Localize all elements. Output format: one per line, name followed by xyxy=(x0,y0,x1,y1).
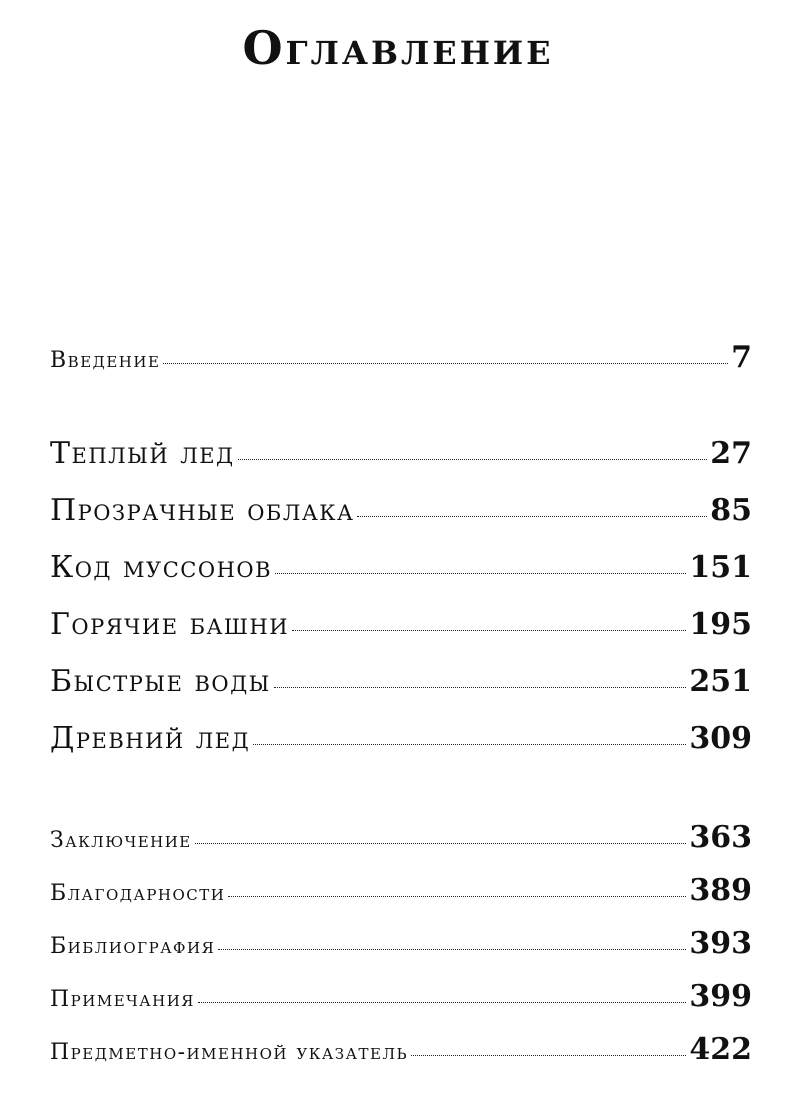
toc-entry-label: Быстрые воды xyxy=(50,664,271,699)
toc-entry-page: 393 xyxy=(689,926,752,961)
dot-leader xyxy=(411,1055,686,1056)
toc-entry-label: Библиография xyxy=(50,934,216,959)
dot-leader xyxy=(275,573,686,574)
toc-entry-page: 27 xyxy=(710,436,752,471)
toc-entry-label: Введение xyxy=(50,348,161,373)
dot-leader xyxy=(163,363,728,364)
page-title: Оглавление xyxy=(242,21,554,75)
dot-leader xyxy=(292,630,686,631)
toc-entry-page: 251 xyxy=(689,664,752,699)
toc-entry-page: 399 xyxy=(689,979,752,1014)
toc-entry-label: Предметно-именной указатель xyxy=(50,1040,409,1065)
toc-entry-label: Код муссонов xyxy=(50,550,273,585)
toc-entry-chapter-3[interactable] xyxy=(50,550,752,585)
toc-entry-page: 195 xyxy=(689,607,752,642)
dot-leader xyxy=(274,687,687,688)
dot-leader xyxy=(357,516,707,517)
toc-entry-page: 389 xyxy=(689,873,752,908)
toc-entry-page: 422 xyxy=(689,1032,752,1067)
toc-entry-introduction[interactable] xyxy=(50,340,752,375)
dot-leader xyxy=(198,1002,686,1003)
toc-entry-label: Заключение xyxy=(50,828,192,853)
toc-entry-page: 151 xyxy=(689,550,752,585)
dot-leader xyxy=(253,744,686,745)
toc-entry-label: Примечания xyxy=(50,987,195,1012)
toc-entry-page: 309 xyxy=(689,721,752,756)
toc-entry-chapter-2[interactable] xyxy=(50,493,752,528)
toc-entry-acknowledgements[interactable] xyxy=(50,873,752,908)
toc-entry-label: Горячие башни xyxy=(50,607,290,642)
dot-leader xyxy=(218,949,686,950)
toc-entry-notes[interactable] xyxy=(50,979,752,1014)
toc-entry-chapter-1[interactable] xyxy=(50,436,752,471)
toc-entry-label: Теплый лед xyxy=(50,436,235,471)
toc-entry-label: Благодарности xyxy=(50,881,226,906)
toc-entry-label: Древний лед xyxy=(50,721,251,756)
toc-entry-page: 85 xyxy=(710,493,752,528)
toc-entry-page: 363 xyxy=(689,820,752,855)
toc-entry-chapter-6[interactable] xyxy=(50,721,752,756)
toc-entry-page: 7 xyxy=(731,340,752,375)
toc-entry-index[interactable] xyxy=(50,1032,752,1067)
toc-entry-conclusion[interactable] xyxy=(50,820,752,855)
toc-entry-label: Прозрачные облака xyxy=(50,493,355,528)
toc-entry-chapter-4[interactable] xyxy=(50,607,752,642)
dot-leader xyxy=(195,843,687,844)
toc-entry-bibliography[interactable] xyxy=(50,926,752,961)
dot-leader xyxy=(228,896,686,897)
dot-leader xyxy=(238,459,708,460)
toc-entry-chapter-5[interactable] xyxy=(50,664,752,699)
